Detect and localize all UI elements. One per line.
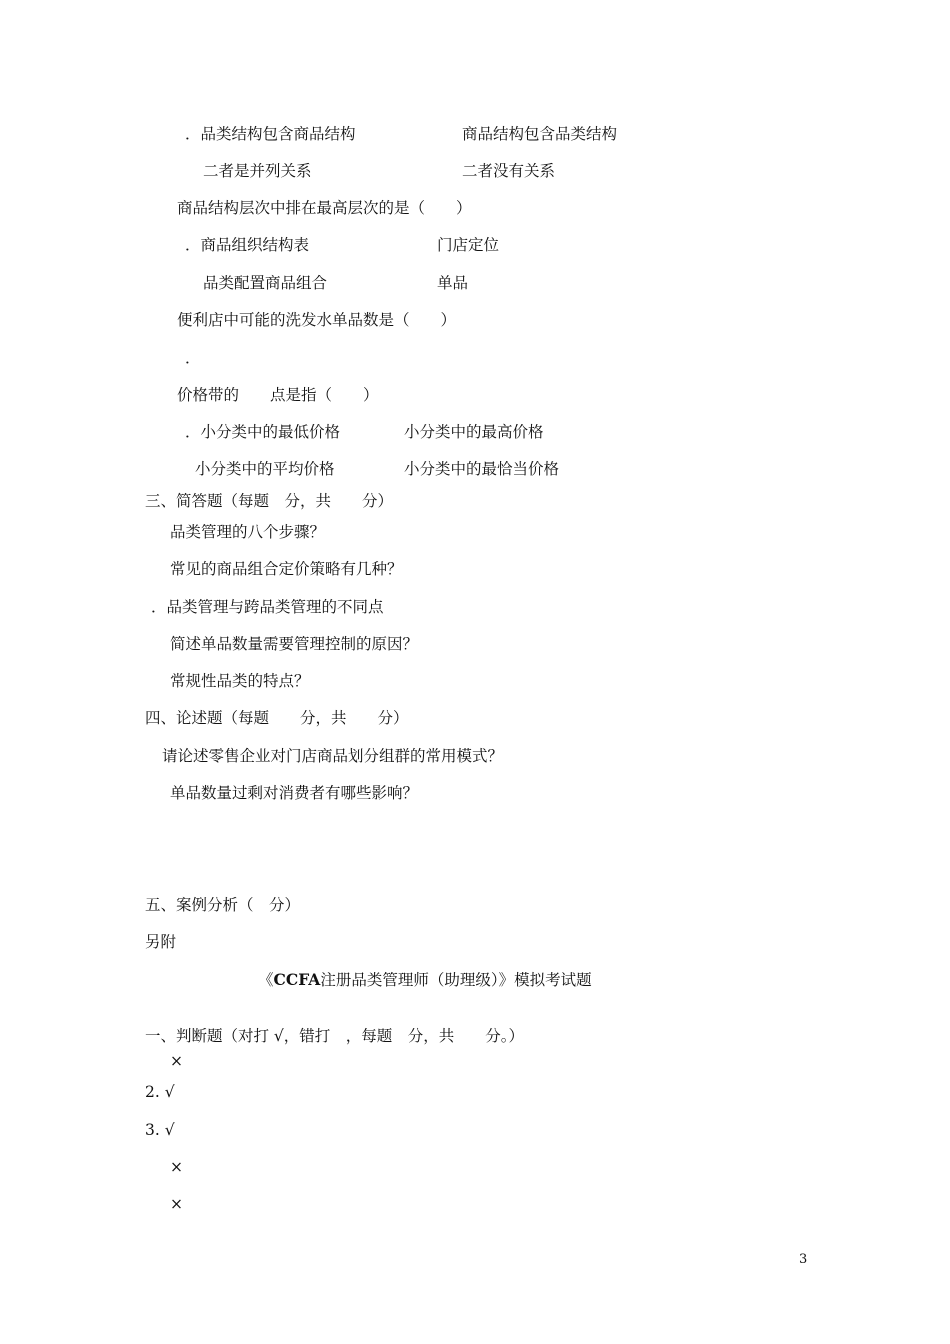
section3-item: 常见的商品组合定价策略有几种？ (170, 560, 403, 578)
q-highest-level-option-a: ．商品组织结构表 (185, 236, 310, 254)
section3-heading: 三、简答题（每题 分，共 分） (145, 492, 394, 510)
q-structure-option-a: ．品类结构包含商品结构 (185, 125, 356, 143)
answer-item: × (170, 1052, 183, 1070)
section3-item: 常规性品类的特点？ (170, 672, 310, 690)
section5-heading: 五、案例分析（ 分） (145, 896, 301, 914)
q-price-band-stem-a: 价格带的 (177, 386, 240, 404)
exam-title-rest: 注册品类管理师（助理级）》模拟考试题 (320, 971, 592, 989)
page-number: 3 (799, 1252, 808, 1267)
q-structure-option-b: 商品结构包含品类结构 (462, 125, 618, 143)
section3-item: 品类管理的八个步骤？ (170, 523, 326, 541)
section3-item: ．品类管理与跨品类管理的不同点 (151, 598, 384, 616)
answer-item: × (170, 1195, 183, 1213)
answers-heading: 一、判断题（对打 √，错打 ，每题 分，共 分。） (145, 1027, 525, 1045)
section4-heading: 四、论述题（每题 分，共 分） (145, 709, 409, 727)
exam-title (258, 970, 592, 990)
q-shampoo-stem: 便利店中可能的洗发水单品数是（ ） (177, 311, 457, 329)
q-price-band-option-d: 小分类中的最恰当价格 (404, 460, 560, 478)
q-shampoo-option-a: ． (185, 349, 201, 367)
q-price-band-option-c: 小分类中的平均价格 (195, 460, 335, 478)
answer-item: 2. √ (145, 1083, 175, 1101)
q-highest-level-option-b: 门店定位 (437, 236, 500, 254)
exam-title-open: 《 (258, 971, 274, 989)
q-price-band-stem-b: 点是指（ ） (270, 386, 379, 404)
q-structure-option-d: 二者没有关系 (462, 162, 556, 180)
q-highest-level-option-c: 品类配置商品组合 (203, 274, 328, 292)
q-price-band-option-a: ．小分类中的最低价格 (185, 423, 341, 441)
q-price-band-option-b: 小分类中的最高价格 (404, 423, 544, 441)
section3-item: 简述单品数量需要管理控制的原因？ (170, 635, 419, 653)
answer-item: 3. √ (145, 1121, 175, 1139)
exam-title-bold: CCFA (273, 970, 321, 989)
section4-item: 请论述零售企业对门店商品划分组群的常用模式？ (162, 747, 504, 765)
q-structure-option-c: 二者是并列关系 (203, 162, 312, 180)
answer-item: × (170, 1158, 183, 1176)
section4-item: 单品数量过剩对消费者有哪些影响？ (170, 784, 419, 802)
appendix-label: 另附 (145, 933, 177, 951)
q-highest-level-stem: 商品结构层次中排在最高层次的是（ ） (177, 199, 472, 217)
q-highest-level-option-d: 单品 (437, 274, 469, 292)
